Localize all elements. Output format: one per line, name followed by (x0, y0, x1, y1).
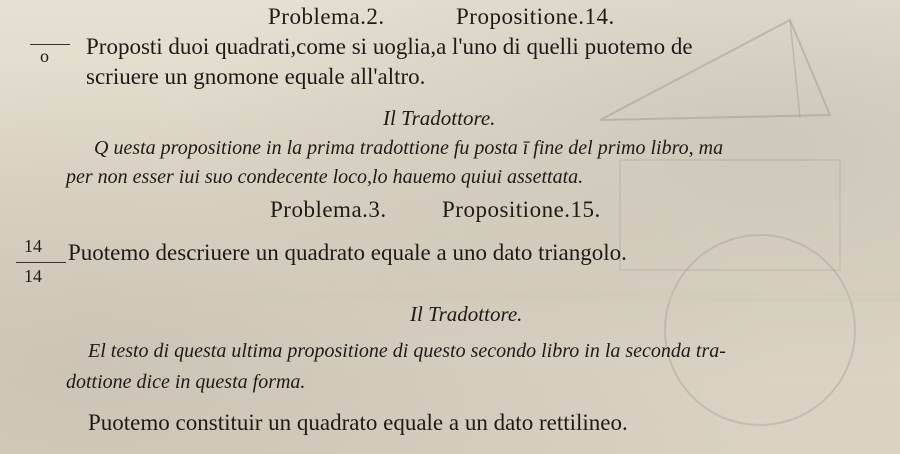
margin-number-top: 14 (24, 236, 42, 256)
problem-3-text-line-1: Puotemo descriuere un quadrato equale a uno dato triangolo. (68, 240, 627, 265)
problem-2-text-line-1: Proposti duoi quadrati,come si uoglia,a l'uno di quelli puotemo de (86, 34, 693, 59)
margin-rule (30, 44, 70, 45)
problem-2-text-line-2: scriuere un gnomone equale all'altro. (86, 64, 426, 89)
translator-2-text-line-2: dottione dice in questa forma. (66, 371, 306, 393)
problem-3-label: Problema.3. (270, 197, 387, 222)
translator-2-text-line-1: El testo di questa ultima propositione di questo secondo libro in la seconda tra- (88, 340, 726, 362)
margin-fraction-rule (16, 262, 66, 263)
translator-1-text-line-2: per non esser iui suo condecente loco,lo hauemo quiui assettata. (66, 166, 584, 188)
margin-mark: o (40, 46, 49, 66)
problem-2-label: Problema.2. (268, 4, 385, 29)
translator-2-text-line-3: Puotemo constituir un quadrato equale a un dato rettilineo. (88, 410, 628, 435)
translator-1-text-line-1: Q uesta propositione in la prima tradottione fu posta ī fine del primo libro, ma (94, 137, 724, 159)
proposition-14-label: Propositione.14. (456, 4, 615, 29)
translator-2-heading: Il Tradottore. (410, 302, 523, 326)
proposition-15-label: Propositione.15. (442, 197, 601, 222)
margin-number-bottom: 14 (24, 266, 42, 286)
translator-1-heading: Il Tradottore. (383, 106, 496, 130)
